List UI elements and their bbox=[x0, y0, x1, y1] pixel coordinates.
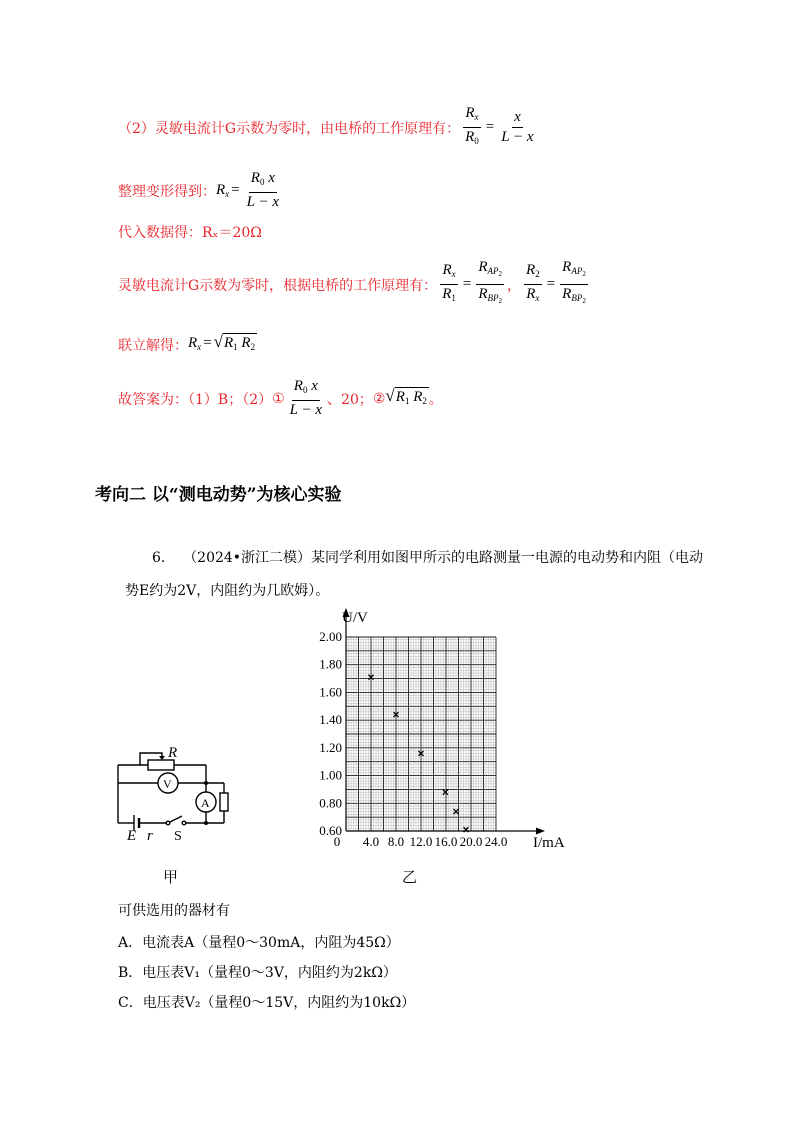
solution-line-1 bbox=[118, 105, 539, 150]
solution-line-6 bbox=[118, 378, 443, 419]
solution-line-4-text: 灵敏电流计G示数为零时，根据电桥的工作原理有： bbox=[118, 277, 438, 294]
y-tick-label: 1.60 bbox=[319, 684, 342, 700]
y-tick-label: 1.40 bbox=[319, 712, 342, 728]
answer-prefix: 故答案为：（1）B；（2） bbox=[118, 391, 273, 408]
solution-line-1-text: （2）灵敏电流计G示数为零时，由电桥的工作原理有： bbox=[118, 120, 461, 137]
switch-blade bbox=[170, 816, 182, 822]
answer-formula-1: $\frac{R_0 x}{L - x}$ bbox=[289, 378, 323, 418]
circle-number-2: ② bbox=[372, 390, 386, 407]
equipment-intro: 可供选用的器材有 bbox=[118, 903, 230, 919]
x-tick-label: 24.0 bbox=[484, 834, 508, 849]
question-line-1 bbox=[152, 547, 703, 567]
solution-line-5 bbox=[118, 333, 257, 356]
solution-line-2 bbox=[118, 170, 284, 211]
question-text-1: （2024•浙江二模）某同学利用如图甲所示的电路测量一电源的电动势和内阻（电动 bbox=[183, 550, 704, 566]
rheostat-symbol bbox=[148, 760, 174, 770]
resistor-symbol bbox=[220, 793, 228, 811]
x-tick-label: 16.0 bbox=[434, 834, 458, 849]
solution-line-5-text: 联立解得： bbox=[118, 337, 188, 354]
answer-formula-2: √ $R_1$ $R_2$ bbox=[385, 387, 428, 410]
section-heading: 考向二 以“测电动势”为核心实验 bbox=[95, 485, 342, 505]
label-s: S bbox=[174, 829, 182, 844]
circuit-diagram bbox=[110, 745, 240, 844]
label-a: A bbox=[201, 796, 210, 810]
label-r-rheostat: R bbox=[168, 745, 178, 761]
y-tick-label: 1.00 bbox=[319, 767, 342, 783]
equipment-item-a: A．电流表A（量程0～30mA，内阻为45Ω） bbox=[118, 935, 400, 951]
label-v: V bbox=[163, 777, 172, 791]
solution-line-3 bbox=[118, 222, 262, 242]
rx-sqrt-formula: $R_x$ = √ $R_1$ $R_2$ bbox=[188, 333, 257, 356]
y-tick-label: 0.80 bbox=[319, 795, 342, 811]
answer-suffix: 。 bbox=[428, 391, 443, 408]
solution-line-4: 灵敏电流计G示数为零时，根据电桥的工作原理有： $\frac{R_x}{R_1}$ = $\frac{R_{AP_2}}{R_{BP_2}}$ ， $\frac{R_2}{R_x}$ = $\frac{R_{AP_2}}{R_{BP_2}}$ bbox=[118, 259, 591, 310]
x-tick-label: 4.0 bbox=[362, 834, 380, 849]
y-tick-label: 1.80 bbox=[319, 656, 342, 672]
equipment-item-c: C．电压表V₂（量程0～15V，内阻约为10kΩ） bbox=[118, 995, 416, 1011]
y-tick-label: 2.00 bbox=[319, 629, 342, 644]
x-tick-label: 8.0 bbox=[387, 834, 405, 849]
label-r-internal: r bbox=[147, 828, 153, 844]
bridge-equation-2: $\frac{R_x}{R_1}$ = $\frac{R_{AP_2}}{R_{BP_2}}$ bbox=[442, 259, 502, 305]
bridge-equation-1: $\frac{R_x}{R_0}$ = $\frac{x}{L - x}$ bbox=[465, 105, 534, 146]
y-axis-label: U/V bbox=[342, 610, 368, 626]
y-tick-label: 1.20 bbox=[319, 739, 342, 755]
equipment-item-b: B．电压表V₁（量程0～3V，内阻约为2kΩ） bbox=[118, 965, 397, 981]
question-line-2: 势E约为2V，内阻约为几欧姆）。 bbox=[125, 583, 330, 599]
caption-yi: 乙 bbox=[402, 868, 418, 886]
y-tick-label: 0.60 bbox=[319, 823, 342, 838]
solution-line-2-text: 整理变形得到： bbox=[118, 183, 216, 200]
bridge-equation-3: $\frac{R_2}{R_x}$ = $\frac{R_{AP_2}}{R_{BP_2}}$ bbox=[526, 259, 586, 305]
answer-mid: 、20； bbox=[327, 391, 373, 408]
x-tick-label: 0 bbox=[333, 834, 341, 849]
x-axis-label: I/mA bbox=[533, 835, 565, 851]
solution-line-3-text: 代入数据得：Rₓ＝20Ω bbox=[118, 225, 262, 241]
x-tick-label: 12.0 bbox=[409, 834, 433, 849]
x-tick-label: 20.0 bbox=[459, 834, 483, 849]
u-i-chart bbox=[290, 605, 580, 855]
caption-jia: 甲 bbox=[163, 868, 179, 886]
rx-formula: $R_x$ = $\frac{R_0 x}{L - x}$ bbox=[216, 170, 279, 210]
label-e: E bbox=[127, 828, 137, 844]
circle-number-1: ① bbox=[272, 390, 285, 407]
question-number: 6. bbox=[152, 550, 166, 566]
x-axis-arrow bbox=[536, 828, 545, 835]
